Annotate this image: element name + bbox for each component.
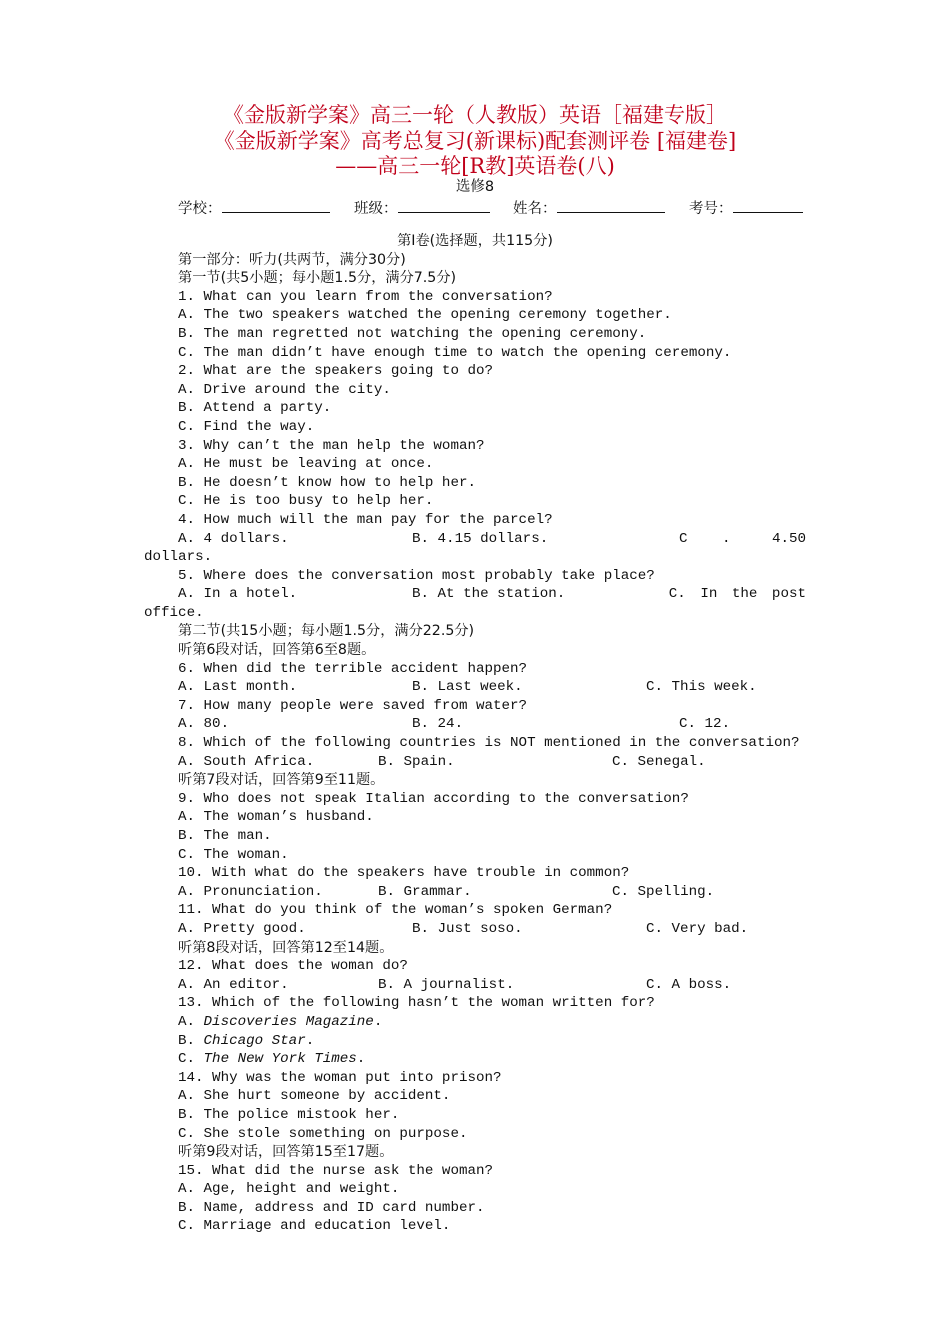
option-4c-value: 4.50 [771,530,806,547]
question-9: 9. Who does not speak Italian according to the conversation? [178,790,689,807]
option-1c: C. The man didn’t have enough time to watch the opening ceremony. [178,344,732,361]
option-4c-letter: C [679,530,688,547]
option-13a-period: . [373,1013,383,1030]
option-4c-wrap: dollars. [144,549,213,566]
student-info-row [178,197,806,219]
school-field [178,197,330,218]
option-1a: A. The two speakers watched the opening ceremony together. [178,307,672,324]
option-5c: C. In the post [668,586,806,603]
question-10: 10. With what do the speakers have trouble in common? [178,865,630,882]
option-12a: A. An editor. [178,976,289,993]
option-8a: A. South Africa. [178,753,315,770]
option-9a: A. The woman’s husband. [178,809,374,826]
dialog-6-instruction: 听第6段对话，回答第6至8题。 [178,642,376,659]
options-7-row [144,715,806,734]
option-6c: C. This week. [646,679,757,696]
option-12c: C. A boss. [646,976,732,993]
option-10a: A. Pronunciation. [178,883,323,900]
exam-no-field [689,197,803,218]
question-6: 6. When did the terrible accident happen? [178,660,528,677]
option-5c-wrap: office. [144,604,204,621]
question-4: 4. How much will the man pay for the parcel? [178,511,553,528]
options-8-row [144,753,806,772]
option-15a: A. Age, height and weight. [178,1181,400,1198]
options-11-row [144,920,806,939]
question-12: 12. What does the woman do? [178,958,408,975]
class-field [354,197,490,218]
option-1b: B. The man regretted not watching the opening ceremony. [178,325,647,342]
header-title-line3: ——高三一轮[R教]英语卷(八) [335,154,615,178]
option-6b: B. Last week. [412,679,523,696]
dialog-7-instruction: 听第7段对话，回答第9至11题。 [178,772,385,789]
options-6-row [144,678,806,697]
dialog-8-instruction: 听第8段对话，回答第12至14题。 [178,939,394,956]
name-field [513,197,665,218]
option-14b: B. The police mistook her. [178,1106,400,1123]
option-10c: C. Spelling. [612,883,715,900]
option-7a: A. 80. [178,716,230,733]
option-7b: B. 24. [412,716,464,733]
option-12b: B. A journalist. [378,976,515,993]
option-13c-period: . [356,1051,366,1068]
question-5: 5. Where does the conversation most probably take place? [178,567,655,584]
options-12-row [144,976,806,995]
option-13a-letter: A. [178,1013,204,1030]
question-7: 7. How many people were saved from water? [178,697,528,714]
option-11a: A. Pretty good. [178,920,306,937]
header-title-line2: 《金版新学案》高考总复习(新课标)配套测评卷 [福建卷] [213,129,737,153]
options-5-row [144,585,806,604]
question-1: 1. What can you learn from the conversation? [178,288,553,305]
section-heading: 第一节(共5小题；每小题1.5分，满分7.5分) [178,270,457,287]
option-13c-letter: C. [178,1051,204,1068]
option-4c-dot: . [722,530,731,547]
option-13a-title: Discoveries Magazine [203,1013,374,1030]
option-13b-letter: B. [178,1032,204,1049]
question-2: 2. What are the speakers going to do? [178,363,494,380]
volume-title: 第Ⅰ卷(选择题，共115分) [397,233,553,249]
option-2b: B. Attend a party. [178,400,332,417]
exam-content [144,232,806,1236]
option-11c: C. Very bad. [646,920,749,937]
option-4a: A. 4 dollars. [178,530,289,547]
question-14: 14. Why was the woman put into prison? [178,1069,502,1086]
option-6a: A. Last month. [178,679,298,696]
class-label: 班级： [354,201,398,217]
option-5b: B. At the station. [412,586,566,603]
option-13b [144,1032,806,1051]
question-13: 13. Which of the following hasn’t the woman written for? [178,995,655,1012]
option-15b: B. Name, address and ID card number. [178,1199,485,1216]
option-14a: A. She hurt someone by accident. [178,1088,451,1105]
question-11: 11. What do you think of the woman’s spoken German? [178,902,613,919]
subtitle: 选修8 [455,179,495,195]
school-blank[interactable] [222,198,330,213]
class-blank[interactable] [398,198,490,213]
option-11b: B. Just soso. [412,920,523,937]
option-9c: C. The woman. [178,846,289,863]
options-10-row [144,883,806,902]
exam-no-label: 考号： [689,201,733,217]
option-13b-title: Chicago Star [203,1032,306,1049]
option-7c: C. 12. [679,716,731,733]
option-2a: A. Drive around the city. [178,381,391,398]
header-title-line1: 《金版新学案》高三一轮（人教版）英语［福建专版］ [223,103,727,127]
option-3c: C. He is too busy to help her. [178,493,434,510]
name-blank[interactable] [557,198,665,213]
option-3b: B. He doesn’t know how to help her. [178,474,476,491]
exam-no-blank[interactable] [733,198,803,213]
option-13c-title: The New York Times [203,1051,357,1068]
option-15c: C. Marriage and education level. [178,1218,451,1235]
option-9b: B. The man. [178,828,272,844]
question-15: 15. What did the nurse ask the woman? [178,1162,494,1179]
options-4-row [144,530,806,549]
option-13b-period: . [305,1032,315,1049]
dialog-9-instruction: 听第9段对话，回答第15至17题。 [178,1144,394,1161]
question-3: 3. Why can’t the man help the woman? [178,437,485,454]
option-14c: C. She stole something on purpose. [178,1125,468,1142]
option-13a [144,1013,806,1032]
option-8b: B. Spain. [378,753,455,770]
question-8: 8. Which of the following countries is NOT mentioned in the conversation? [178,735,800,752]
option-10b: B. Grammar. [378,883,472,900]
option-5a: A. In a hotel. [178,586,298,603]
name-label: 姓名： [513,201,557,217]
section2-heading: 第二节(共15小题；每小题1.5分，满分22.5分) [178,623,475,640]
option-4b: B. 4.15 dollars. [412,530,549,547]
option-8c: C. Senegal. [612,753,706,770]
option-2c: C. Find the way. [178,418,315,435]
part-heading: 第一部分：听力(共两节，满分30分) [178,251,406,268]
option-13c [144,1050,806,1069]
option-3a: A. He must be leaving at once. [178,456,434,473]
school-label: 学校： [178,201,222,217]
